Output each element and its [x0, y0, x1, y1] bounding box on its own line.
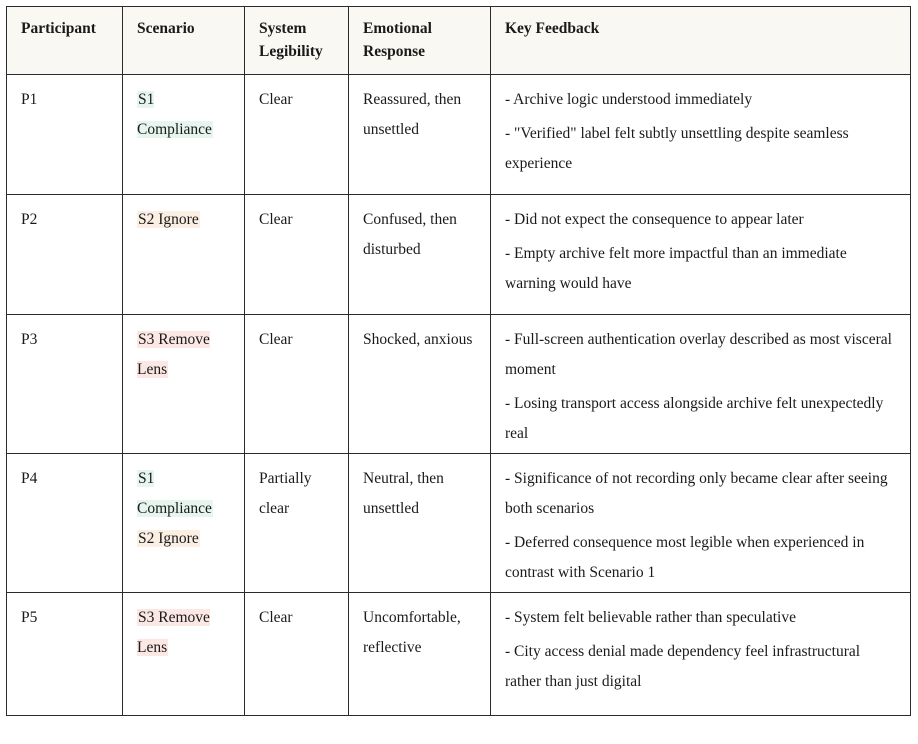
legibility-cell: Clear [245, 195, 349, 315]
scenario-tag: S2 Ignore [138, 530, 199, 547]
header-scenario: Scenario [123, 7, 245, 75]
participant-cell: P2 [7, 195, 123, 315]
table-row [7, 315, 911, 454]
emotion-cell: Shocked, anxious [349, 315, 491, 454]
emotion-cell: Uncomfortable, reflective [349, 593, 491, 716]
scenario-line [137, 205, 234, 235]
feedback-cell [491, 454, 911, 593]
feedback-cell [491, 195, 911, 315]
table-row [7, 195, 911, 315]
feedback-cell [491, 315, 911, 454]
participant-cell: P3 [7, 315, 123, 454]
feedback-item: - City access denial made dependency feel infrastructural rather than just digital [505, 643, 861, 690]
scenario-line [137, 603, 234, 663]
table-body [7, 75, 911, 716]
scenario-tag: S2 Ignore [138, 211, 199, 228]
scenario-line [137, 85, 234, 145]
feedback-item: - System felt believable rather than speculative [505, 609, 796, 626]
header-legibility: System Legibility [245, 7, 349, 75]
feedback-item: - Losing transport access alongside archive felt unexpectedly real [505, 395, 884, 442]
scenario-line [137, 464, 234, 524]
scenario-tag: S1 Compliance [137, 91, 212, 138]
emotion-cell: Reassured, then unsettled [349, 75, 491, 195]
legibility-cell: Clear [245, 593, 349, 716]
scenario-cell [123, 75, 245, 195]
table-row [7, 593, 911, 716]
table-row [7, 75, 911, 195]
scenario-cell [123, 454, 245, 593]
feedback-item: - Did not expect the consequence to appear later [505, 211, 804, 228]
emotion-cell: Confused, then disturbed [349, 195, 491, 315]
feedback-item: - "Verified" label felt subtly unsettling despite seamless experience [505, 125, 849, 172]
feedback-item: - Full-screen authentication overlay described as most visceral moment [505, 331, 892, 378]
legibility-cell: Partially clear [245, 454, 349, 593]
header-emotion: Emotional Response [349, 7, 491, 75]
feedback-cell [491, 593, 911, 716]
header-participant: Participant [7, 7, 123, 75]
legibility-cell: Clear [245, 75, 349, 195]
feedback-item: - Deferred consequence most legible when experienced in contrast with Scenario 1 [505, 534, 865, 581]
legibility-cell: Clear [245, 315, 349, 454]
header-row [7, 7, 911, 75]
feedback-item: - Empty archive felt more impactful than an immediate warning would have [505, 245, 847, 292]
header-feedback: Key Feedback [491, 7, 911, 75]
participant-cell: P5 [7, 593, 123, 716]
feedback-item: - Significance of not recording only became clear after seeing both scenarios [505, 470, 888, 517]
scenario-cell [123, 315, 245, 454]
table-row [7, 454, 911, 593]
participant-cell: P4 [7, 454, 123, 593]
scenario-cell [123, 195, 245, 315]
scenario-tag: S1 Compliance [137, 470, 212, 517]
feedback-cell [491, 75, 911, 195]
feedback-item: - Archive logic understood immediately [505, 91, 753, 108]
scenario-cell [123, 593, 245, 716]
scenario-line [137, 325, 234, 385]
emotion-cell: Neutral, then unsettled [349, 454, 491, 593]
scenario-tag: S3 Remove Lens [137, 331, 210, 378]
participant-cell: P1 [7, 75, 123, 195]
feedback-table [6, 6, 911, 716]
scenario-line [137, 524, 234, 554]
scenario-tag: S3 Remove Lens [137, 609, 210, 656]
